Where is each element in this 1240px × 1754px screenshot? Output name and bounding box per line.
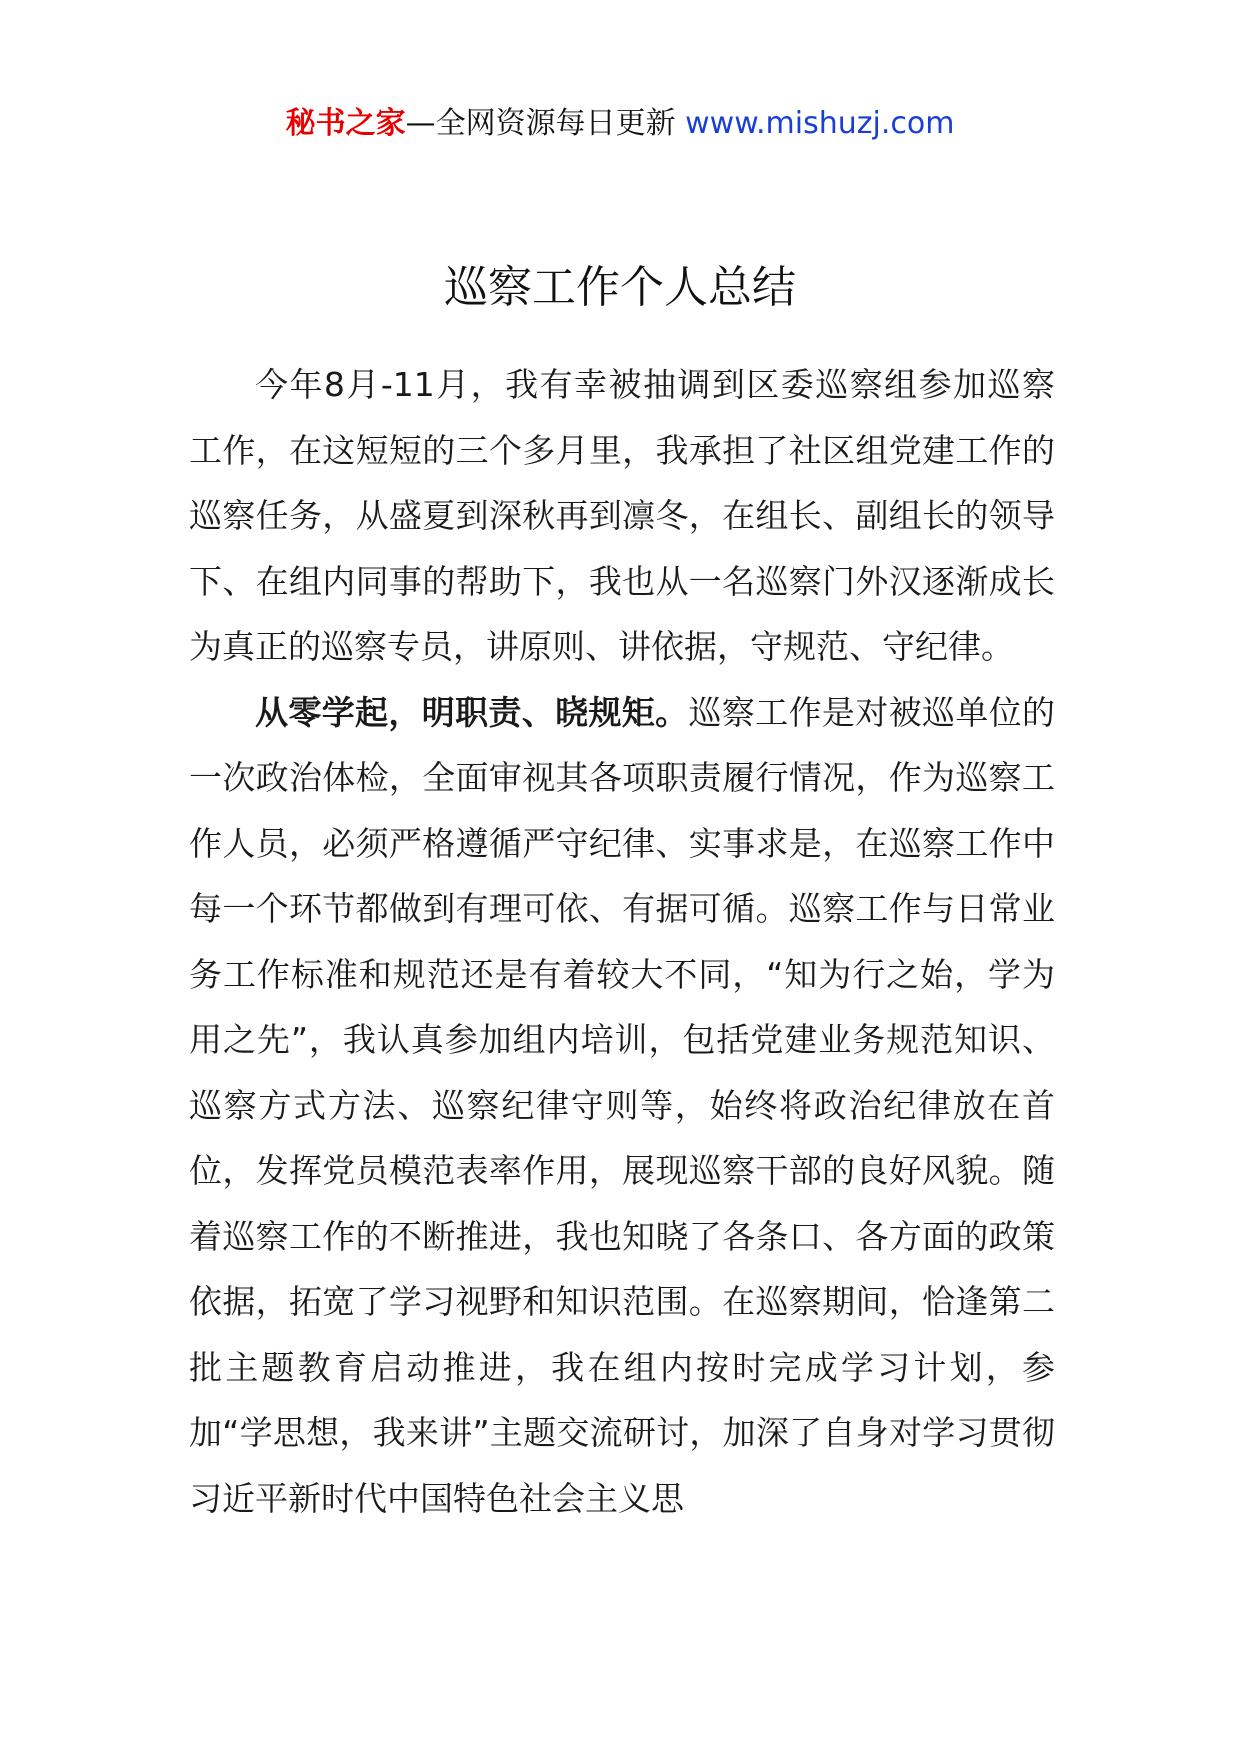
header-tagline: —全网资源每日更新 xyxy=(405,106,676,141)
header-url-link[interactable]: www.mishuzj.com xyxy=(685,106,955,141)
paragraph-intro xyxy=(189,352,1055,680)
paragraph-lead-heading: 从零学起，明职责、晓规矩。 xyxy=(255,692,689,732)
site-header xyxy=(0,104,1240,144)
paragraph-text: 今年8月-11月，我有幸被抽调到区委巡察组参加巡察工作，在这短短的三个多月里，我承担了社区组党建工作的巡察任务，从盛夏到深秋再到凛冬，在组长、副组长的领导下、在组内同事的帮助下，我也从一名巡察门外汉逐渐成长为真正的巡察专员，讲原则、讲依据，守规范、守纪律。 xyxy=(189,365,1055,666)
paragraph-learning xyxy=(189,680,1055,1532)
document-title: 巡察工作个人总结 xyxy=(444,262,796,313)
document-body xyxy=(189,352,1055,1531)
paragraph-text: 巡察工作是对被巡单位的一次政治体检，全面审视其各项职责履行情况，作为巡察工作人员，必须严格遵循严守纪律、实事求是，在巡察工作中每一个环节都做到有理可依、有据可循。巡察工作与日常业务工作标准和规范还是有着较大不同，“知为行之始，学为用之先”，我认真参加组内培训，包括党建业务规范知识、巡察方式方法、巡察纪律守则等，始终将政治纪律放在首位，发挥党员模范表率作用，展现巡察干部的良好风貌。随着巡察工作的不断推进，我也知晓了各条口、各方面的政策依据，拓宽了学习视野和知识范围。在巡察期间，恰逢第二批主题教育启动推进，我在组内按时完成学习计划，参加“学思想，我来讲”主题交流研讨，加深了自身对学习贯彻习近平新时代中国特色社会主义思 xyxy=(189,692,1056,1518)
header-brand: 秘书之家 xyxy=(285,106,406,141)
